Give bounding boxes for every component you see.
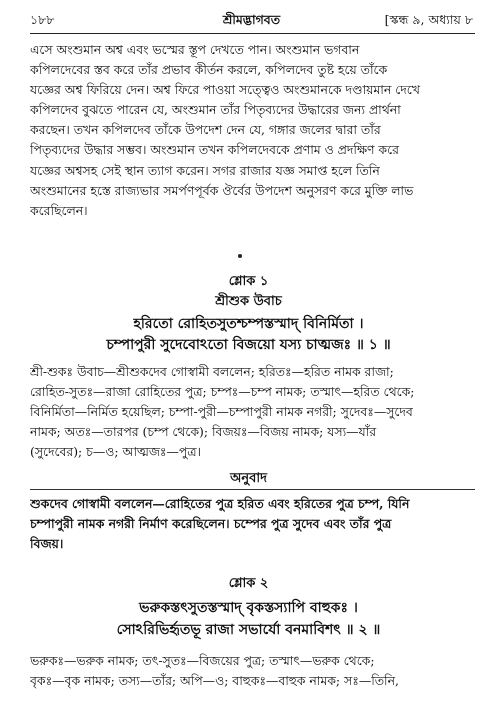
intro-line: যজ্ঞের অশ্ব ফিরিয়ে দেন। অশ্ব ফিরে পাওয়া সত্ত্বেও অংশুমানকে দণ্ডায়মান দেখে	[30, 82, 420, 98]
translation-heading: অনুবাদ	[230, 471, 267, 486]
intro-line: অংশুমানের হস্তে রাজ্যভার সমর্পণপূর্বক ঔর্বের উপদেশ অনুসরণ করে মুক্তি লাভ	[30, 182, 414, 198]
synonym-line: রোহিত-সুতঃ—রাজা রোহিতের পুত্র; চম্পঃ—চম্প নামক; তস্মাৎ—হরিত থেকে;	[30, 384, 415, 400]
translation-line: বিজয়।	[30, 536, 64, 552]
verse-1-speaker: শ্রীশুক উবাচ	[215, 294, 282, 309]
chapter-reference: [স্কন্ধ ৯, অধ্যায় ৮	[384, 12, 473, 27]
intro-line: যজ্ঞের অশ্বসহ সেই স্থান ত্যাগ করেন। সগর রাজার যজ্ঞ সমাপ্ত হলে তিনি	[30, 162, 380, 178]
verse-1-translation	[30, 494, 475, 554]
intro-line: এসে অংশুমান অশ্ব এবং ভস্মের স্তূপ দেখতে পান। অংশুমান ভগবান	[30, 42, 360, 57]
verse-1-line-1: হরিতো রোহিতসুতশ্চম্পস্তস্মাদ্ বিনির্মিতা ।	[133, 316, 364, 332]
translation-line: চম্পাপুরী নামক নগরী নির্মাণ করেছিলেন। চম্পের পুত্র সুদেব এবং তাঁর পুত্র	[30, 516, 392, 532]
verse-1-line-2: চম্পাপুরী সুদেবোঽতো বিজয়ো যস্য চাত্মজঃ ॥ ১ ॥	[106, 337, 391, 353]
verse-1-synonyms	[30, 362, 475, 462]
synonym-line: নামক; অতঃ—তারপর (চম্প থেকে); বিজয়ঃ—বিজয় নামক; যস্য—যাঁর	[30, 424, 377, 440]
intro-line: কপিলদেব বুঝতে পারেন যে, অংশুমান তাঁর পিতৃব্যদের উদ্ধারের জন্য প্রার্থনা	[30, 102, 401, 118]
intro-line: কপিলদেবের স্তব করে তাঁর প্রভাব কীর্তন করলে, কপিলদেব তুষ্ট হয়ে তাঁকে	[30, 62, 388, 78]
verse-2-line-1: ভরুকস্তৎসুতস্তস্মাদ্ বৃকস্তস্যাপি বাহুকঃ ।	[139, 600, 358, 616]
intro-line: করছেন। তখন কপিলদেব তাঁকে উপদেশ দেন যে, গঙ্গার জলের দ্বারা তাঁর	[30, 122, 381, 138]
header-rule	[30, 33, 475, 34]
synonym-line: বৃকঃ—বৃক নামক; তস্য—তাঁর; অপি—ও; বাহুকঃ—বাহুক নামক; সঃ—তিনি,	[30, 673, 399, 689]
intro-line: পিতৃব্যদের উদ্ধার সম্ভব। অংশুমান তখন কপিলদেবকে প্রণাম ও প্রদক্ষিণ করে	[30, 142, 399, 158]
synonym-line: শ্রী-শুকঃ উবাচ—শ্রীশুকদেব গোস্বামী বললেন; হরিতঃ—হরিত নামক রাজা;	[30, 364, 394, 379]
synonym-line: (সুদেবের); চ—ও; আত্মজঃ—পুত্র।	[30, 444, 201, 460]
translation-rule	[30, 489, 475, 490]
synonym-line: বিনির্মিতা—নির্মিত হয়েছিল; চম্পা-পুরী—চম্পাপুরী নামক নগরী; সুদেবঃ—সুদেব	[30, 404, 413, 420]
page-number: ১৮৮	[30, 12, 55, 27]
verse-2-line-2: সোঽরিভির্হৃতভূ রাজা সভার্যো বনমাবিশৎ ॥ ২ ॥	[116, 622, 381, 638]
book-title: শ্রীমদ্ভাগবত	[222, 12, 281, 27]
intro-paragraph	[30, 40, 475, 221]
verse-2-synonyms	[30, 651, 475, 691]
intro-line: করেছিলেন।	[30, 202, 88, 218]
verse-1-heading: শ্লোক ১	[228, 274, 269, 289]
running-header	[30, 12, 473, 32]
verse-2-heading: শ্লোক ২	[228, 576, 269, 591]
synonym-line: ভরুকঃ—ভরুক নামক; তৎ-সুতঃ—বিজয়ের পুত্র; তস্মাৎ—ভরুক থেকে;	[30, 653, 375, 668]
translation-line: শুকদেব গোস্বামী বললেন—রোহিতের পুত্র হরিত এবং হরিতের পুত্র চম্প, যিনি	[30, 496, 410, 511]
separator-dot	[238, 254, 242, 258]
